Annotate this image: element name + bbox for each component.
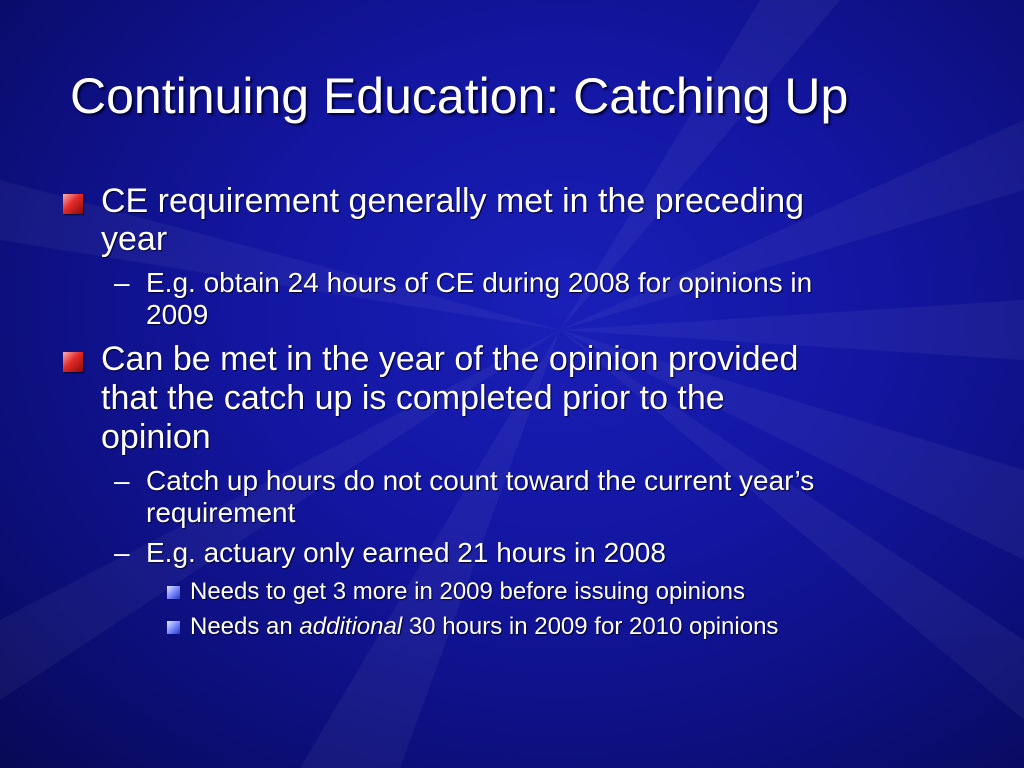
red-square-bullet-icon	[63, 352, 83, 372]
sub-sub-bullet-2-suffix: 30 hours in 2009 for 2010 opinions	[402, 613, 779, 640]
sub-bullet-3-line-1: E.g. actuary only earned 21 hours in 2008	[146, 537, 666, 568]
sub-bullet-1-line-1: E.g. obtain 24 hours of CE during 2008 for opinions in	[146, 267, 813, 298]
dash-icon: –	[114, 267, 130, 298]
bullet-1-line-2: year	[101, 220, 168, 258]
bullet-2-line-2: that the catch up is completed prior to the	[101, 379, 725, 417]
slide-title: Continuing Education: Catching Up	[70, 68, 849, 124]
sub-sub-bullet-2-prefix: Needs an	[190, 613, 300, 640]
bullet-2-line-1: Can be met in the year of the opinion provided	[101, 340, 799, 378]
blue-square-bullet-icon	[167, 586, 180, 599]
sub-sub-bullet-1: Needs to get 3 more in 2009 before issuing opinions	[190, 578, 746, 605]
sub-sub-bullet-2-emphasis: additional	[299, 613, 403, 640]
bullet-1-line-1: CE requirement generally met in the preceding	[101, 182, 805, 220]
red-square-bullet-icon	[63, 194, 83, 214]
bullet-2-line-3: opinion	[101, 418, 211, 456]
sub-bullet-1-line-2: 2009	[146, 299, 209, 330]
blue-square-bullet-icon	[167, 621, 180, 634]
dash-icon: –	[114, 465, 130, 496]
sub-sub-bullet-2	[190, 610, 990, 644]
dash-icon: –	[114, 537, 130, 568]
sub-bullet-2-line-2: requirement	[146, 497, 296, 528]
sub-bullet-2-line-1: Catch up hours do not count toward the current year’s	[146, 465, 815, 496]
